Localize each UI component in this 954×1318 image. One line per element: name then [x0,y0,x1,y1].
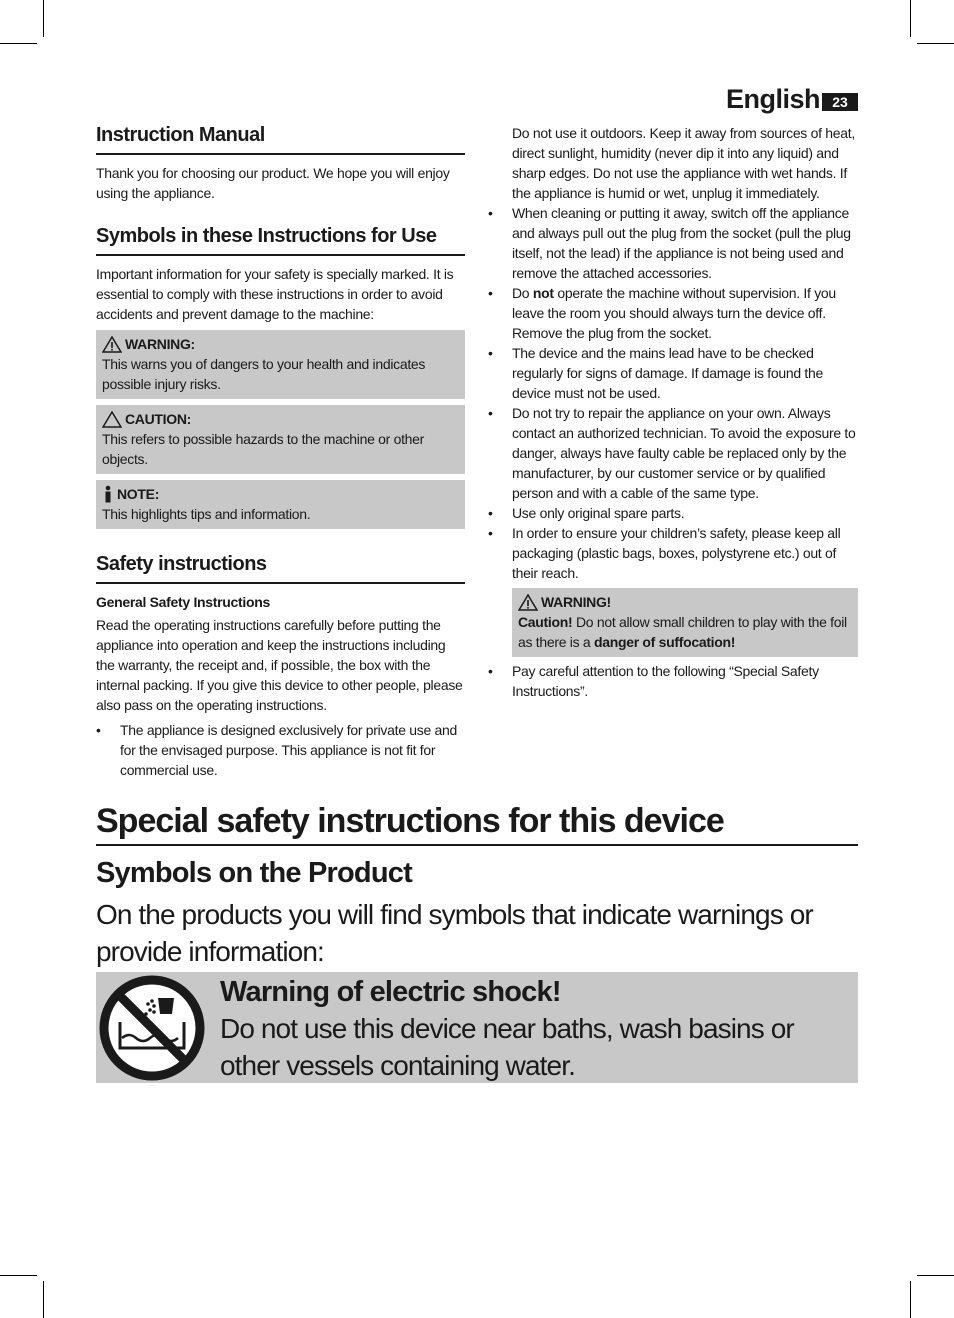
electric-shock-warning-box [96,972,858,1083]
crop-mark [910,1281,911,1318]
right-column [488,123,858,701]
suffocation-warning-text [518,612,852,652]
note-box-title [102,484,459,504]
section-heading-symbols: Symbols in these Instructions for Use [96,223,465,256]
special-safety-title: Special safety instructions for this device [96,800,858,846]
not-emphasis: not [532,285,554,301]
crop-mark [917,1275,954,1276]
warning-triangle-icon [102,336,122,353]
warning-triangle-icon [518,594,538,611]
do-prefix: Do [512,285,530,301]
symbols-on-product-title: Symbols on the Product [96,857,412,889]
general-safety-subheading: General Safety Instructions [96,594,270,610]
section-heading-safety: Safety instructions [96,551,465,584]
crop-mark [917,43,954,44]
danger-label: danger of suffocation! [593,634,736,650]
list-item: • Do not try to repair the appliance on your own. Always contact an authorized technician. To avoid the exposure to danger, always have faulty cable be replaced only by the manufacturer, by our customer service or by qualified person and with a cable of the same type. [488,403,858,503]
electric-shock-text: Do not use this device near baths, wash basins or other vessels containing water. [220,1013,794,1081]
suffocation-warning-title-text: WARNING! [541,594,611,610]
left-bullet-list [96,720,465,780]
note-box [96,480,465,529]
warning-title-text: WARNING: [125,336,195,352]
crop-mark [0,43,37,44]
bullet-continuation: Do not use it outdoors. Keep it away from sources of heat, direct sunlight, humidity (never dip it into any liquid) and sharp edges. Do not use the appliance with wet hands. If the appliance is humid or wet, unplug it immediately. [512,125,855,201]
list-item: • Pay careful attention to the following “Special Safety Instructions”. [488,661,858,701]
electric-shock-title: Warning of electric shock! [220,976,561,1008]
list-item: • Use only original spare parts. [488,503,858,523]
crop-mark [43,1281,44,1318]
crop-mark [43,0,44,37]
symbols-on-product-intro: On the products you will find symbols that indicate warnings or provide information: [96,899,813,967]
no-water-prohibition-icon [98,974,206,1082]
suffocation-warning-box [512,588,858,657]
right-bullet-list [488,203,858,583]
intro-text: Thank you for choosing our product. We hope you will enjoy using the appliance. [96,165,450,201]
warning-box-title [102,334,459,354]
crop-mark [0,1275,37,1276]
safety-text: Read the operating instructions carefully before putting the appliance into operation and keep the instructions including the warranty, the receipt and, if possible, the box with the internal packing. If you give this device to other people, please also pass on the operating instructions. [96,617,463,713]
note-text: This highlights tips and information. [102,506,311,522]
suffocation-warning-title [518,592,852,612]
note-title-text: NOTE: [117,486,160,502]
language-label: English [726,84,821,114]
caution-label: Caution! [518,614,573,630]
warning-triangle-icon [102,411,122,428]
supervision-text: operate the machine without supervision. If you leave the room you should always turn the device off. Remove the plug from the socket. [512,285,836,341]
list-item: • When cleaning or putting it away, switch off the appliance and always pull out the plug from the socket (pull the plug itself, not the lead) if the appliance is not being used and remove the attached accessories. [488,203,858,283]
foil-text: Do not allow small children to play with the foil as there is a [518,614,847,650]
list-item [488,283,858,343]
list-item: • The appliance is designed exclusively for private use and for the envisaged purpose. This appliance is not fit for commercial use. [96,720,465,780]
caution-title-text: CAUTION: [125,411,192,427]
list-item: • In order to ensure your children’s safety, please keep all packaging (plastic bags, boxes, polystyrene etc.) out of their reach. [488,523,858,583]
warning-box [96,330,465,399]
info-icon [102,485,114,503]
symbols-text: Important information for your safety is specially marked. It is essential to comply with these instructions in order to avoid accidents and prevent damage to the machine: [96,266,454,322]
crop-mark [910,0,911,37]
warning-text: This warns you of dangers to your health and indicates possible injury risks. [102,356,426,392]
caution-box [96,405,465,474]
page-number: 23 [822,93,858,111]
caution-box-title [102,409,459,429]
right-bullet-list-last [488,661,858,701]
caution-text: This refers to possible hazards to the machine or other objects. [102,431,425,467]
list-item: • The device and the mains lead have to be checked regularly for signs of damage. If damage is found the device must not be used. [488,343,858,403]
section-heading-instruction-manual: Instruction Manual [96,122,465,155]
left-column [96,122,465,780]
